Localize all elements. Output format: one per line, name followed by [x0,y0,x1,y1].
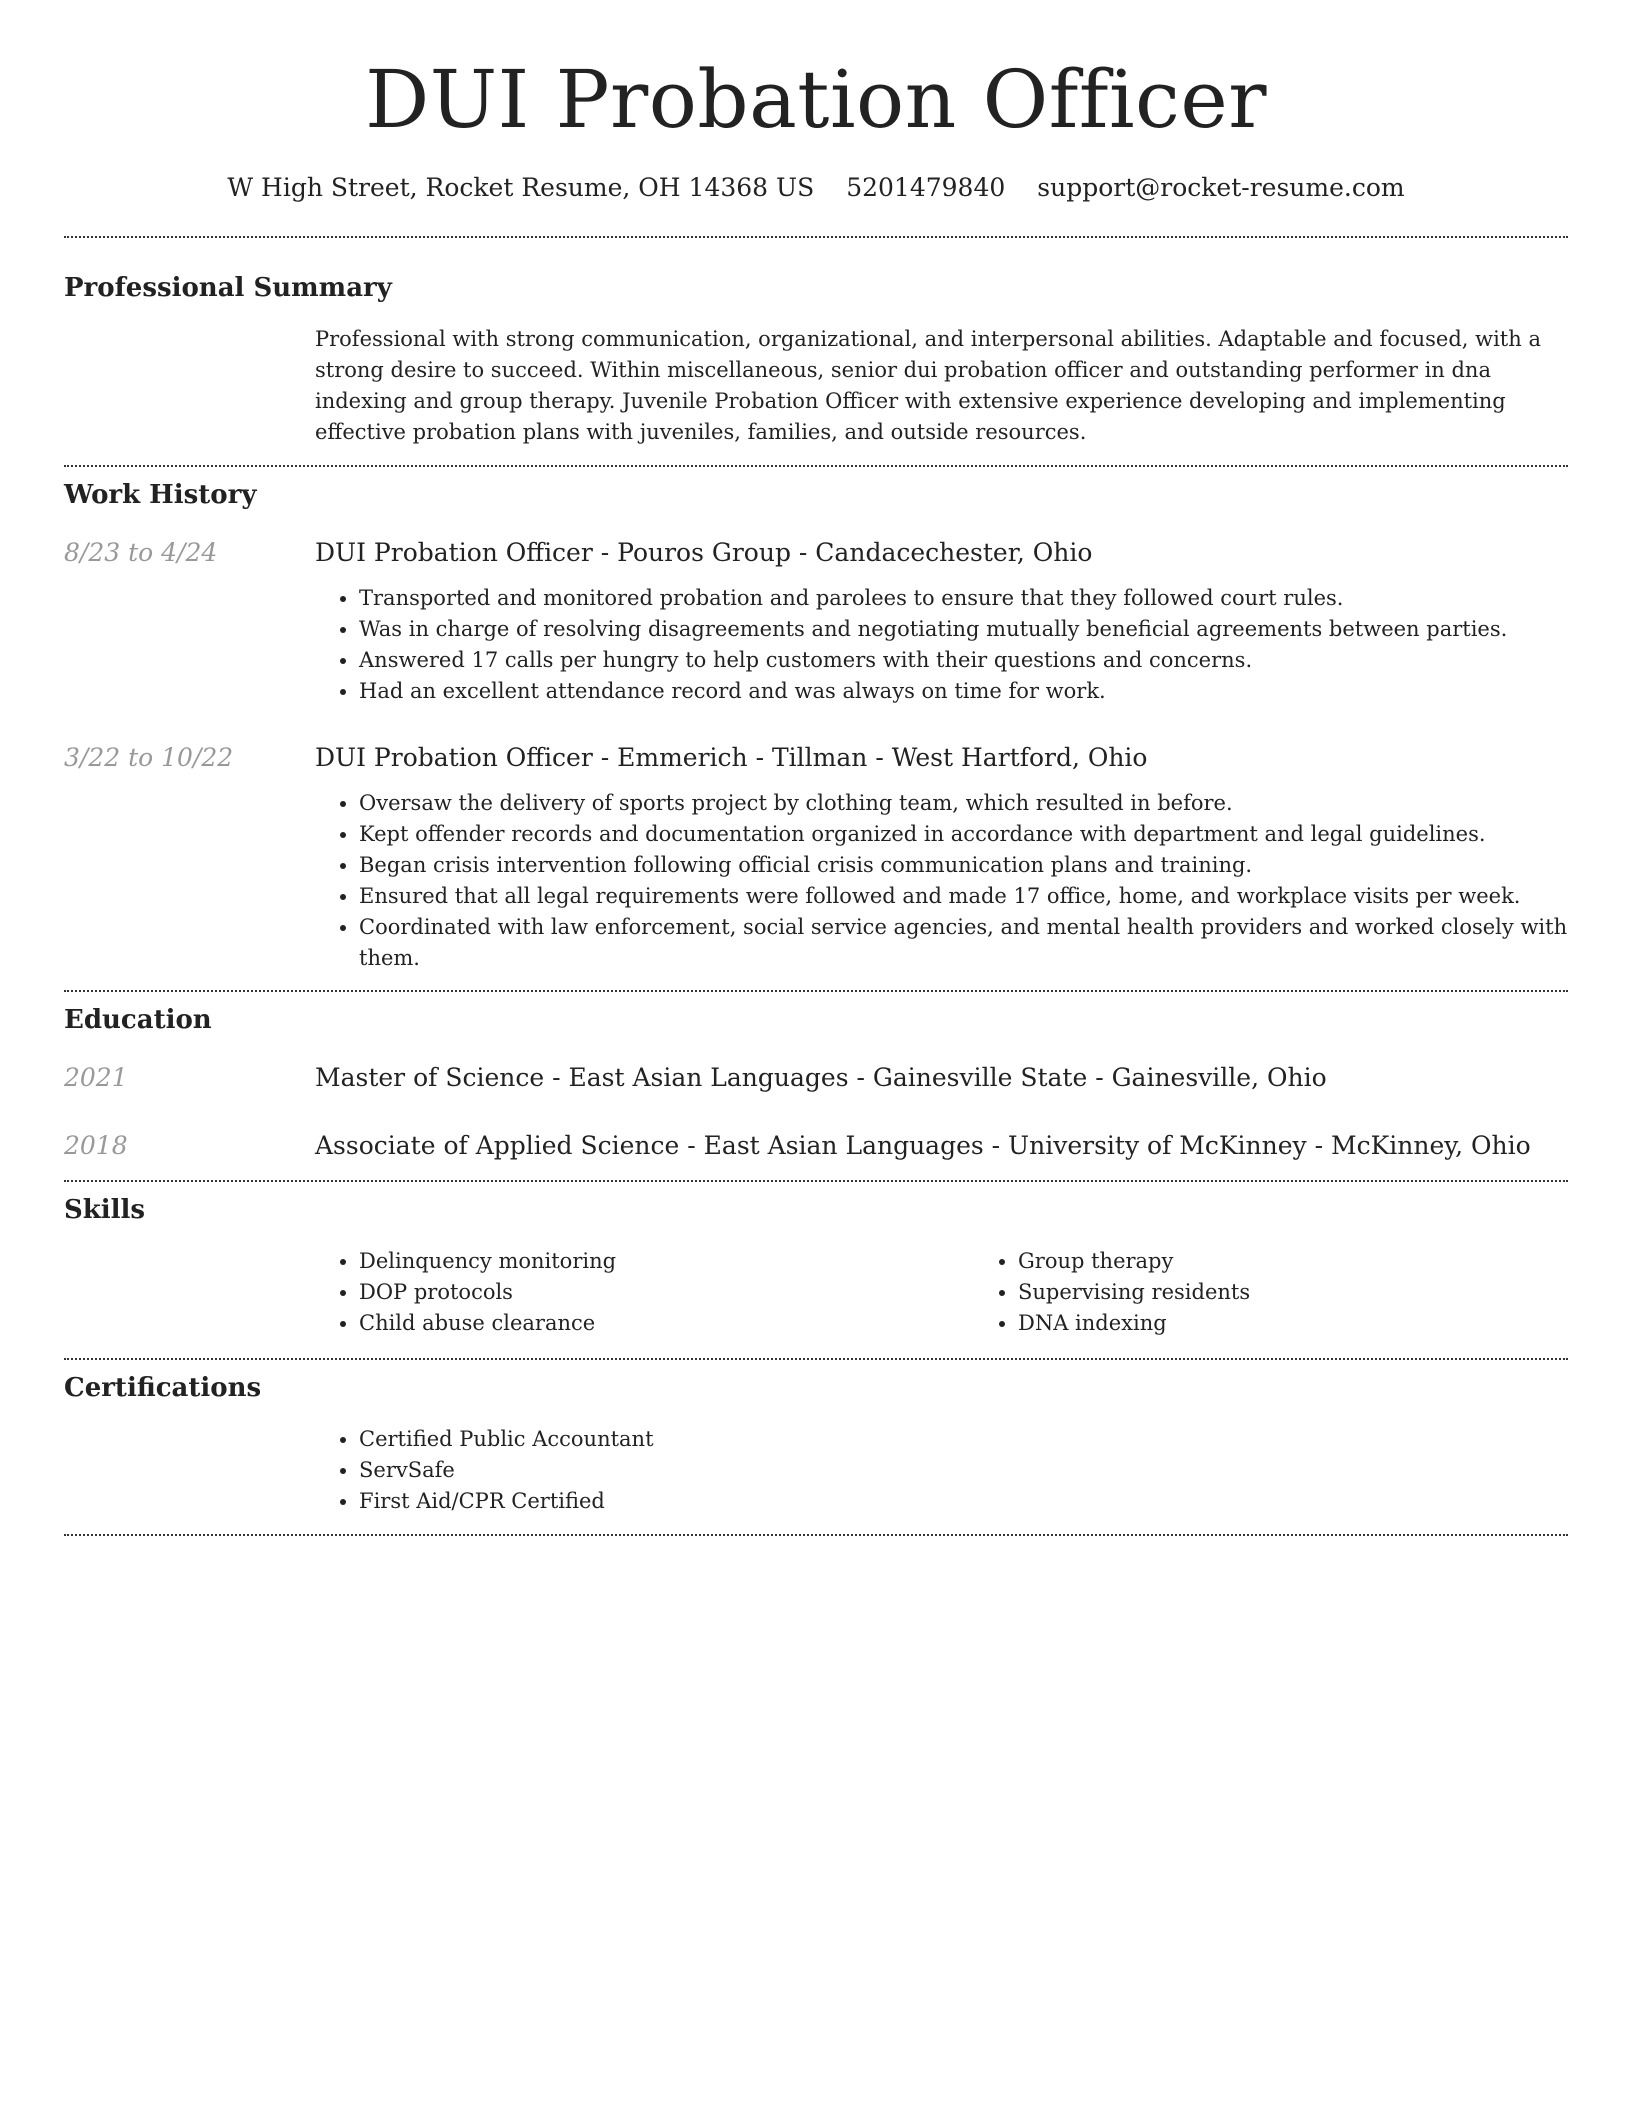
list-item: • Group therapy [1018,1246,1632,1277]
section-title-education: Education [64,1005,212,1035]
section-title-skills: Skills [64,1195,146,1225]
contact-line [64,172,1568,204]
certifications-row [64,1424,1568,1517]
list-item: • Delinquency monitoring [359,1246,974,1277]
section-title-certifications: Certifications [64,1373,262,1403]
job-body [315,537,1568,707]
job-title: DUI Probation Officer - Emmerich - Tillman - West Hartford, Ohio [315,743,1148,772]
education-year: 2018 [64,1131,128,1160]
education-body [315,1130,1568,1162]
contact-phone: 5201479840 [846,173,1006,202]
skills-list-right [974,1246,1632,1339]
divider [64,1534,1568,1536]
skills-row [64,1246,1568,1339]
summary-row [64,324,1568,448]
education-entry [64,1130,1568,1162]
summary-body [315,324,1568,448]
list-item: • Ensured that all legal requirements were followed and made 17 office, home, and workplace visits per week. [359,881,1568,912]
contact-email: support@rocket-resume.com [1037,173,1405,202]
list-item: • Kept offender records and documentation organized in accordance with department and legal guidelines. [359,819,1568,850]
list-item: • Answered 17 calls per hungry to help customers with their questions and concerns. [359,645,1568,676]
job-title: DUI Probation Officer - Pouros Group - Candacechester, Ohio [315,538,1093,567]
resume-name: DUI Probation Officer [365,53,1267,146]
summary-section [64,238,1568,448]
list-item: • Certified Public Accountant [359,1424,1568,1455]
list-item: • First Aid/CPR Certified [359,1486,1568,1517]
list-item: • DNA indexing [1018,1308,1632,1339]
education-entry [64,1062,1568,1094]
job-dates: 8/23 to 4/24 [64,538,218,567]
list-item: • Oversaw the delivery of sports project by clothing team, which resulted in before. [359,788,1568,819]
education-degree: Associate of Applied Science - East Asian Languages - University of McKinney - McKinney, Ohio [315,1131,1531,1160]
list-item: • Was in charge of resolving disagreements and negotiating mutually beneficial agreements between parties. [359,614,1568,645]
job-body [315,742,1568,974]
section-title-summary: Professional Summary [64,273,392,303]
list-item: • Supervising residents [1018,1277,1632,1308]
job-entry [64,742,1568,974]
list-item: • ServSafe [359,1455,1568,1486]
skills-spacer [64,1246,315,1339]
summary-spacer [64,324,315,448]
certifications-section [64,1360,1568,1517]
resume-header [64,0,1568,204]
job-dates: 3/22 to 10/22 [64,743,234,772]
list-item: • Had an excellent attendance record and was always on time for work. [359,676,1568,707]
job-entry [64,537,1568,707]
certifications-spacer [64,1424,315,1517]
list-item: • Coordinated with law enforcement, social service agencies, and mental health providers and worked closely with them. [359,912,1568,974]
section-title-work: Work History [64,480,257,510]
education-year: 2021 [64,1063,128,1092]
summary-text: Professional with strong communication, organizational, and interpersonal abilities. Adaptable and focused, with a strong desire to succeed. Within miscellaneous, senior dui probation officer and outstanding performer in dna indexing and group therapy. Juvenile Probation Officer with extensive experience developing and implementing effective probation plans with juveniles, families, and outside resources. [315,327,1541,444]
skills-section [64,1182,1568,1339]
list-item: • DOP protocols [359,1277,974,1308]
list-item: • Child abuse clearance [359,1308,974,1339]
list-item: • Transported and monitored probation and parolees to ensure that they followed court rules. [359,583,1568,614]
list-item: • Began crisis intervention following official crisis communication plans and training. [359,850,1568,881]
job-bullets [315,788,1568,974]
education-body [315,1062,1568,1094]
work-history-section [64,467,1568,974]
skills-grid [315,1246,1632,1339]
skills-list-left [315,1246,974,1339]
job-bullets [315,583,1568,707]
education-degree: Master of Science - East Asian Languages - Gainesville State - Gainesville, Ohio [315,1063,1327,1092]
certifications-list [315,1424,1568,1517]
contact-address: W High Street, Rocket Resume, OH 14368 US [227,173,815,202]
education-section [64,992,1568,1162]
certifications-body [315,1424,1568,1517]
